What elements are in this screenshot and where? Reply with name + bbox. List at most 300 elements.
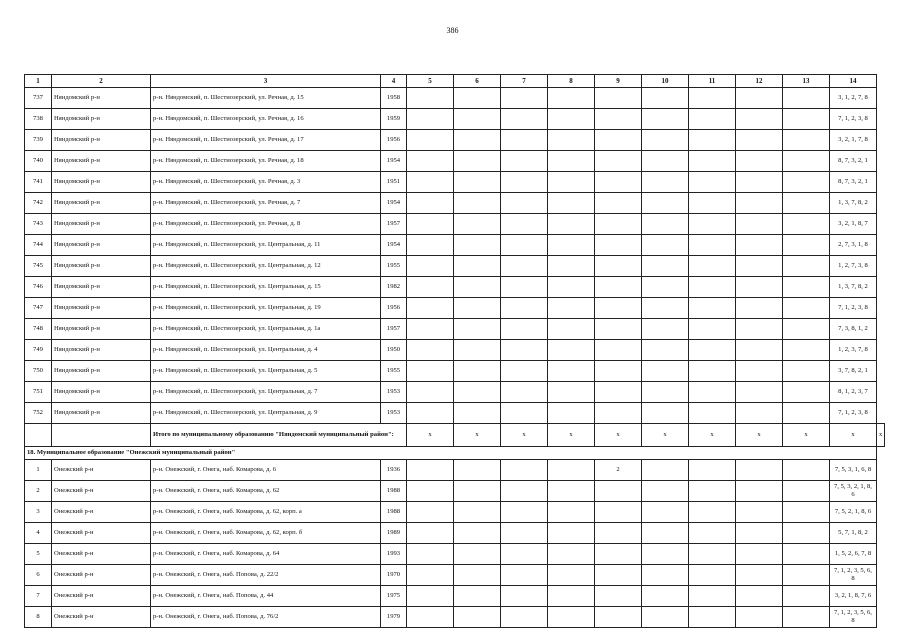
empty-cell <box>689 298 736 319</box>
year-cell: 1970 <box>381 565 407 586</box>
page-number: 386 <box>446 26 459 35</box>
address-cell: р-н. Няндомский, п. Шестиозерский, ул. Речная, д. 3 <box>151 172 381 193</box>
empty-cell <box>689 172 736 193</box>
row-number-cell: 752 <box>25 403 52 424</box>
year-cell: 1950 <box>381 340 407 361</box>
address-cell: р-н. Няндомский, п. Шестиозерский, ул. Центральная, д. 1а <box>151 319 381 340</box>
table-row <box>25 565 885 586</box>
empty-cell <box>501 193 548 214</box>
empty-cell <box>642 361 689 382</box>
table-row <box>25 172 885 193</box>
empty-cell <box>548 523 595 544</box>
empty-cell <box>736 235 783 256</box>
empty-cell <box>548 340 595 361</box>
empty-cell <box>642 319 689 340</box>
codes-cell: 3, 2, 1, 8, 7, 6 <box>830 586 877 607</box>
empty-cell <box>783 481 830 502</box>
empty-cell <box>689 319 736 340</box>
total-mark-cell: х <box>736 424 783 447</box>
address-cell: р-н. Онежский, г. Онега, наб. Попова, д. 44 <box>151 586 381 607</box>
total-mark-cell: х <box>595 424 642 447</box>
address-cell: р-н. Няндомский, п. Шестиозерский, ул. Речная, д. 8 <box>151 214 381 235</box>
address-cell: р-н. Няндомский, п. Шестиозерский, ул. Центральная, д. 4 <box>151 340 381 361</box>
empty-cell <box>642 256 689 277</box>
year-cell: 1956 <box>381 298 407 319</box>
codes-cell: 8, 7, 3, 2, 1 <box>830 151 877 172</box>
empty-cell <box>689 523 736 544</box>
row-number-cell: 750 <box>25 361 52 382</box>
empty-cell <box>407 193 454 214</box>
empty-cell <box>501 565 548 586</box>
col9-value-cell <box>595 361 642 382</box>
empty-cell <box>454 607 501 628</box>
col9-value-cell <box>595 481 642 502</box>
empty-cell <box>501 403 548 424</box>
empty-cell <box>736 340 783 361</box>
row-number-cell: 7 <box>25 586 52 607</box>
district-cell: Няндомский р-н <box>52 256 151 277</box>
column-header: 5 <box>407 75 454 88</box>
table-row <box>25 607 885 628</box>
empty-cell <box>689 151 736 172</box>
empty-cell <box>642 481 689 502</box>
empty-cell <box>501 130 548 151</box>
empty-cell <box>501 214 548 235</box>
empty-cell <box>548 277 595 298</box>
empty-cell <box>548 151 595 172</box>
row-number-cell: 740 <box>25 151 52 172</box>
empty-cell <box>407 340 454 361</box>
empty-cell <box>548 544 595 565</box>
column-header: 8 <box>548 75 595 88</box>
table-row <box>25 235 885 256</box>
table-row <box>25 319 885 340</box>
district-cell: Няндомский р-н <box>52 277 151 298</box>
empty-cell <box>407 523 454 544</box>
codes-cell: 1, 2, 7, 3, 8 <box>830 256 877 277</box>
col9-value-cell <box>595 523 642 544</box>
codes-cell: 7, 1, 2, 3, 5, 6, 8 <box>830 607 877 628</box>
empty-cell <box>501 382 548 403</box>
empty-cell <box>783 235 830 256</box>
row-number-cell: 3 <box>25 502 52 523</box>
empty-cell <box>548 586 595 607</box>
codes-cell: 1, 3, 7, 8, 2 <box>830 193 877 214</box>
empty-cell <box>736 361 783 382</box>
year-cell: 1951 <box>381 172 407 193</box>
empty-cell <box>548 481 595 502</box>
empty-cell <box>454 481 501 502</box>
empty-cell <box>736 481 783 502</box>
empty-cell <box>548 298 595 319</box>
empty-cell <box>783 130 830 151</box>
district-cell: Онежский р-н <box>52 523 151 544</box>
col9-value-cell <box>595 151 642 172</box>
table-row <box>25 130 885 151</box>
address-cell: р-н. Онежский, г. Онега, наб. Комарова, д. 62, корп. а <box>151 502 381 523</box>
district-cell: Няндомский р-н <box>52 130 151 151</box>
empty-cell <box>783 502 830 523</box>
empty-cell <box>783 586 830 607</box>
empty-cell <box>454 109 501 130</box>
row-number-cell: 747 <box>25 298 52 319</box>
empty-cell <box>454 298 501 319</box>
empty-cell <box>407 607 454 628</box>
row-number-cell: 6 <box>25 565 52 586</box>
empty-cell <box>501 340 548 361</box>
address-cell: р-н. Няндомский, п. Шестиозерский, ул. Речная, д. 17 <box>151 130 381 151</box>
year-cell: 1954 <box>381 193 407 214</box>
empty-cell <box>783 88 830 109</box>
total-mark-cell: х <box>689 424 736 447</box>
empty-cell <box>642 403 689 424</box>
codes-cell: 7, 1, 2, 3, 8 <box>830 109 877 130</box>
row-number-cell: 743 <box>25 214 52 235</box>
column-header: 3 <box>151 75 381 88</box>
empty-cell <box>407 277 454 298</box>
empty-cell <box>783 607 830 628</box>
codes-cell: 8, 7, 3, 2, 1 <box>830 172 877 193</box>
year-cell: 1989 <box>381 523 407 544</box>
empty-cell <box>454 502 501 523</box>
empty-cell <box>454 235 501 256</box>
empty-cell <box>736 130 783 151</box>
empty-cell <box>501 256 548 277</box>
empty-cell <box>548 256 595 277</box>
empty-cell <box>783 544 830 565</box>
empty-cell <box>407 298 454 319</box>
col9-value-cell <box>595 109 642 130</box>
table-row <box>25 214 885 235</box>
empty-cell <box>783 340 830 361</box>
row-number-cell: 737 <box>25 88 52 109</box>
empty-cell <box>689 277 736 298</box>
empty-cell <box>642 340 689 361</box>
column-header: 12 <box>736 75 783 88</box>
empty-cell <box>689 607 736 628</box>
empty-cell <box>736 382 783 403</box>
empty-cell <box>454 403 501 424</box>
codes-cell: 7, 5, 2, 1, 8, 6 <box>830 502 877 523</box>
district-cell: Онежский р-н <box>52 565 151 586</box>
district-cell: Онежский р-н <box>52 586 151 607</box>
section-title: 18. Муниципальное образование "Онежский муниципальный район" <box>25 447 877 460</box>
empty-cell <box>736 544 783 565</box>
empty-cell <box>407 130 454 151</box>
year-cell: 1955 <box>381 256 407 277</box>
empty-cell <box>642 130 689 151</box>
table-row <box>25 88 885 109</box>
empty-cell <box>548 130 595 151</box>
col9-value-cell <box>595 382 642 403</box>
empty-cell <box>783 565 830 586</box>
empty-cell <box>501 319 548 340</box>
empty-cell <box>454 172 501 193</box>
column-header: 13 <box>783 75 830 88</box>
codes-cell: 3, 1, 2, 7, 8 <box>830 88 877 109</box>
empty-cell <box>736 403 783 424</box>
empty-cell <box>783 382 830 403</box>
total-row <box>25 424 885 447</box>
col9-value-cell <box>595 172 642 193</box>
empty-cell <box>689 481 736 502</box>
district-cell: Онежский р-н <box>52 544 151 565</box>
codes-cell: 1, 5, 2, 6, 7, 8 <box>830 544 877 565</box>
year-cell: 1958 <box>381 88 407 109</box>
year-cell: 1954 <box>381 151 407 172</box>
row-number-cell: 751 <box>25 382 52 403</box>
housing-register-table <box>24 74 885 628</box>
empty-cell <box>454 214 501 235</box>
codes-cell: 7, 1, 2, 3, 8 <box>830 298 877 319</box>
district-cell: Онежский р-н <box>52 607 151 628</box>
district-cell: Няндомский р-н <box>52 403 151 424</box>
empty-cell <box>454 88 501 109</box>
col9-value-cell <box>595 319 642 340</box>
table-row <box>25 481 885 502</box>
codes-cell: 7, 3, 8, 1, 2 <box>830 319 877 340</box>
col9-value-cell <box>595 502 642 523</box>
empty-cell <box>642 523 689 544</box>
empty-cell <box>783 403 830 424</box>
column-header: 9 <box>595 75 642 88</box>
empty-cell <box>736 319 783 340</box>
empty-cell <box>548 193 595 214</box>
empty-cell <box>407 88 454 109</box>
col9-value-cell <box>595 340 642 361</box>
district-cell: Няндомский р-н <box>52 382 151 403</box>
empty-cell <box>548 172 595 193</box>
year-cell: 1982 <box>381 277 407 298</box>
col9-value-cell <box>595 235 642 256</box>
codes-cell: 1, 2, 3, 7, 8 <box>830 340 877 361</box>
col9-value-cell <box>595 565 642 586</box>
empty-cell <box>548 214 595 235</box>
codes-cell: 1, 3, 7, 8, 2 <box>830 277 877 298</box>
year-cell: 1993 <box>381 544 407 565</box>
district-cell: Няндомский р-н <box>52 193 151 214</box>
empty-cell <box>642 382 689 403</box>
total-mark-cell: х <box>830 424 877 447</box>
empty-cell <box>407 544 454 565</box>
empty-cell <box>407 586 454 607</box>
empty-cell <box>407 319 454 340</box>
empty-cell <box>783 151 830 172</box>
row-number-cell: 742 <box>25 193 52 214</box>
empty-cell <box>548 319 595 340</box>
empty-cell <box>689 214 736 235</box>
empty-cell <box>407 502 454 523</box>
table-row <box>25 460 885 481</box>
year-cell: 1957 <box>381 319 407 340</box>
empty-cell <box>689 403 736 424</box>
row-number-cell: 741 <box>25 172 52 193</box>
year-cell: 1959 <box>381 109 407 130</box>
empty-cell <box>407 382 454 403</box>
address-cell: р-н. Няндомский, п. Шестиозерский, ул. Центральная, д. 15 <box>151 277 381 298</box>
empty-cell <box>501 361 548 382</box>
address-cell: р-н. Няндомский, п. Шестиозерский, ул. Центральная, д. 12 <box>151 256 381 277</box>
empty-cell <box>501 460 548 481</box>
empty-cell <box>642 172 689 193</box>
codes-cell: 3, 2, 1, 7, 8 <box>830 130 877 151</box>
empty-cell <box>501 607 548 628</box>
empty-cell <box>501 109 548 130</box>
empty-cell <box>548 565 595 586</box>
empty-cell <box>548 460 595 481</box>
table-row <box>25 277 885 298</box>
address-cell: р-н. Няндомский, п. Шестиозерский, ул. Центральная, д. 11 <box>151 235 381 256</box>
col9-value-cell: 2 <box>595 460 642 481</box>
empty-cell <box>642 109 689 130</box>
address-cell: р-н. Онежский, г. Онега, наб. Комарова, д. 62 <box>151 481 381 502</box>
empty-cell <box>548 235 595 256</box>
total-mark-cell: х <box>642 424 689 447</box>
empty-cell <box>689 235 736 256</box>
table-row <box>25 403 885 424</box>
empty-cell <box>454 193 501 214</box>
col9-value-cell <box>595 214 642 235</box>
empty-cell <box>454 319 501 340</box>
empty-cell <box>689 565 736 586</box>
empty-cell <box>501 298 548 319</box>
year-cell: 1956 <box>381 130 407 151</box>
empty-cell <box>454 565 501 586</box>
table-row <box>25 586 885 607</box>
empty-cell <box>642 502 689 523</box>
row-number-cell: 4 <box>25 523 52 544</box>
district-cell: Няндомский р-н <box>52 109 151 130</box>
empty-cell <box>783 214 830 235</box>
table-row <box>25 109 885 130</box>
empty-cell <box>548 607 595 628</box>
empty-cell <box>454 277 501 298</box>
col9-value-cell <box>595 277 642 298</box>
empty-cell <box>689 382 736 403</box>
year-cell: 1953 <box>381 403 407 424</box>
empty-cell <box>736 151 783 172</box>
district-cell: Няндомский р-н <box>52 214 151 235</box>
empty-cell <box>783 298 830 319</box>
district-cell: Няндомский р-н <box>52 340 151 361</box>
empty-cell <box>454 361 501 382</box>
address-cell: р-н. Няндомский, п. Шестиозерский, ул. Речная, д. 7 <box>151 193 381 214</box>
empty-cell <box>736 193 783 214</box>
empty-cell <box>689 130 736 151</box>
year-cell: 1975 <box>381 586 407 607</box>
year-cell: 1988 <box>381 502 407 523</box>
empty-cell <box>642 607 689 628</box>
address-cell: р-н. Няндомский, п. Шестиозерский, ул. Центральная, д. 7 <box>151 382 381 403</box>
empty-cell <box>642 193 689 214</box>
row-number-cell: 5 <box>25 544 52 565</box>
empty-cell <box>501 544 548 565</box>
row-number-cell: 748 <box>25 319 52 340</box>
section-header-row <box>25 447 885 460</box>
empty-cell <box>783 256 830 277</box>
empty-cell <box>407 151 454 172</box>
address-cell: р-н. Онежский, г. Онега, наб. Комарова, д. 64 <box>151 544 381 565</box>
address-cell: р-н. Няндомский, п. Шестиозерский, ул. Центральная, д. 9 <box>151 403 381 424</box>
year-cell: 1988 <box>381 481 407 502</box>
district-cell: Няндомский р-н <box>52 88 151 109</box>
district-cell: Онежский р-н <box>52 460 151 481</box>
table-row <box>25 523 885 544</box>
empty-cell <box>736 460 783 481</box>
empty-cell <box>407 109 454 130</box>
total-label: Итого по муниципальному образованию "Няндомский муниципальный район": <box>151 424 407 447</box>
empty-cell <box>783 319 830 340</box>
district-cell: Няндомский р-н <box>52 361 151 382</box>
empty-cell <box>783 193 830 214</box>
district-cell: Няндомский р-н <box>52 298 151 319</box>
empty-cell <box>642 214 689 235</box>
empty-cell <box>642 151 689 172</box>
empty-cell <box>736 565 783 586</box>
empty-cell <box>642 277 689 298</box>
empty-cell <box>548 403 595 424</box>
row-number-cell: 745 <box>25 256 52 277</box>
address-cell: р-н. Няндомский, п. Шестиозерский, ул. Речная, д. 18 <box>151 151 381 172</box>
empty-cell <box>501 586 548 607</box>
empty-cell <box>736 256 783 277</box>
year-cell: 1957 <box>381 214 407 235</box>
col9-value-cell <box>595 403 642 424</box>
empty-cell <box>736 214 783 235</box>
empty-cell <box>548 109 595 130</box>
year-cell: 1936 <box>381 460 407 481</box>
total-mark-cell: х <box>783 424 830 447</box>
empty-cell <box>501 172 548 193</box>
empty-cell <box>454 382 501 403</box>
empty-cell <box>501 481 548 502</box>
row-number-cell: 8 <box>25 607 52 628</box>
empty-cell <box>642 88 689 109</box>
empty-cell <box>642 298 689 319</box>
codes-cell: 7, 5, 3, 1, 6, 8 <box>830 460 877 481</box>
empty-cell <box>689 502 736 523</box>
empty-cell <box>689 460 736 481</box>
empty-cell <box>407 361 454 382</box>
district-cell: Няндомский р-н <box>52 235 151 256</box>
codes-cell: 7, 1, 2, 3, 5, 6, 8 <box>830 565 877 586</box>
address-cell: р-н. Онежский, г. Онега, наб. Попова, д. 22/2 <box>151 565 381 586</box>
codes-cell: 3, 2, 1, 8, 7 <box>830 214 877 235</box>
empty-cell <box>689 193 736 214</box>
empty-cell <box>548 361 595 382</box>
district-cell: Онежский р-н <box>52 481 151 502</box>
empty-cell <box>736 277 783 298</box>
year-cell: 1955 <box>381 361 407 382</box>
year-cell: 1953 <box>381 382 407 403</box>
empty-cell <box>642 586 689 607</box>
empty-cell <box>736 586 783 607</box>
column-header: 4 <box>381 75 407 88</box>
table-row <box>25 382 885 403</box>
empty-cell <box>52 424 151 447</box>
empty-cell <box>783 523 830 544</box>
total-mark-cell: х <box>548 424 595 447</box>
empty-cell <box>736 607 783 628</box>
table-row <box>25 502 885 523</box>
address-cell: р-н. Няндомский, п. Шестиозерский, ул. Центральная, д. 19 <box>151 298 381 319</box>
empty-cell <box>454 256 501 277</box>
empty-cell <box>501 523 548 544</box>
table-row <box>25 340 885 361</box>
column-header: 7 <box>501 75 548 88</box>
table-row <box>25 151 885 172</box>
row-number-cell: 749 <box>25 340 52 361</box>
